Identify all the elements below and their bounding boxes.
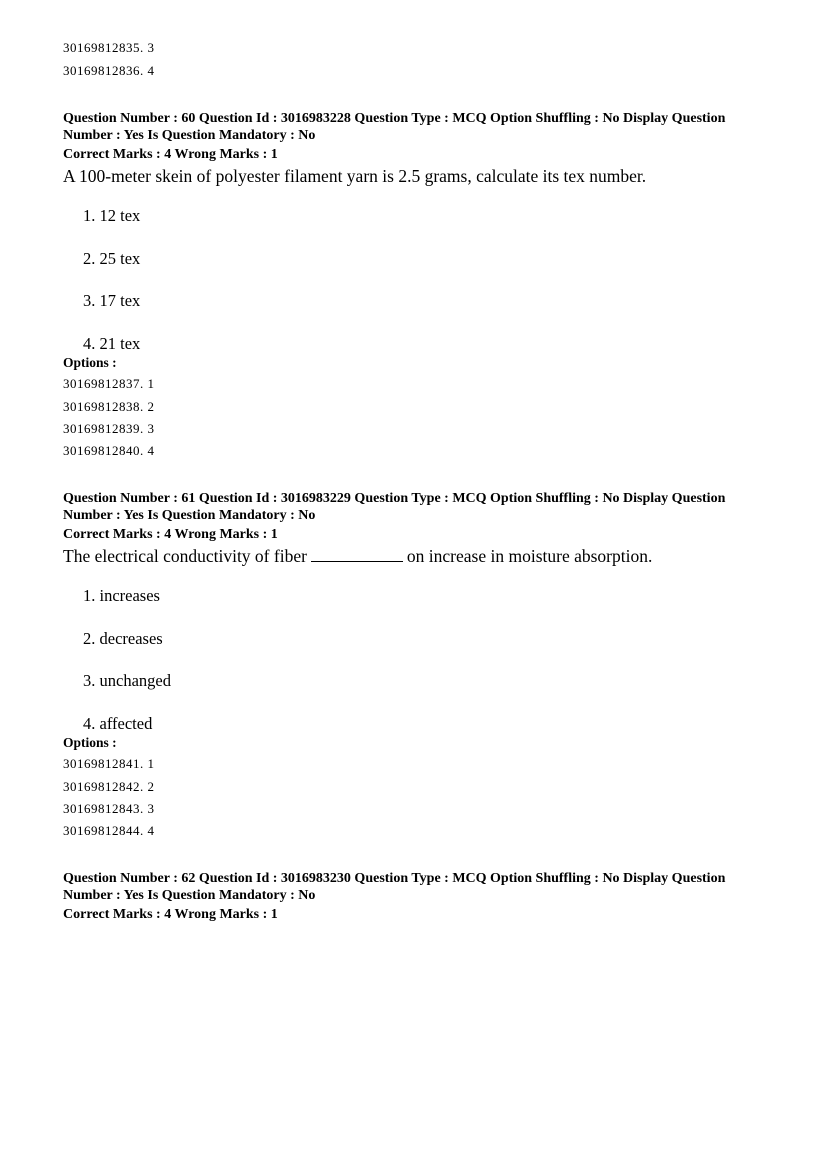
question-text-after: on increase in moisture absorption. xyxy=(406,546,653,566)
question-header: Question Number : 62 Question Id : 3016983230 Question Type : MCQ Option Shuffling : No Display Question Number : Yes Is Question Mandatory : No xyxy=(63,871,726,903)
answer-choice: 2. 25 tex xyxy=(83,249,141,268)
question-text xyxy=(63,546,652,567)
answer-choice: 3. unchanged xyxy=(83,671,171,690)
option-id: 30169812842. 2 xyxy=(63,779,155,794)
option-id: 30169812844. 4 xyxy=(63,823,155,838)
question-text-before: The electrical conductivity of fiber xyxy=(63,546,307,566)
answer-choice: 4. affected xyxy=(83,714,153,733)
question-marks: Correct Marks : 4 Wrong Marks : 1 xyxy=(63,147,278,162)
options-label: Options : xyxy=(63,735,117,750)
question-header: Question Number : 60 Question Id : 3016983228 Question Type : MCQ Option Shuffling : No Display Question Number : Yes Is Question Mandatory : No xyxy=(63,111,726,143)
option-id: 30169812840. 4 xyxy=(63,443,155,458)
option-id: 30169812843. 3 xyxy=(63,801,155,816)
option-id: 30169812841. 1 xyxy=(63,756,155,771)
question-text: A 100-meter skein of polyester filament yarn is 2.5 grams, calculate its tex number. xyxy=(63,166,647,186)
options-label: Options : xyxy=(63,355,117,370)
option-id: 30169812836. 4 xyxy=(63,63,155,78)
answer-choice: 3. 17 tex xyxy=(83,291,141,310)
answer-choice: 1. increases xyxy=(83,586,160,605)
answer-choice: 4. 21 tex xyxy=(83,334,141,353)
option-id: 30169812839. 3 xyxy=(63,421,155,436)
answer-choice: 2. decreases xyxy=(83,629,163,648)
question-marks: Correct Marks : 4 Wrong Marks : 1 xyxy=(63,907,278,922)
question-header: Question Number : 61 Question Id : 3016983229 Question Type : MCQ Option Shuffling : No Display Question Number : Yes Is Question Mandatory : No xyxy=(63,491,726,523)
option-id: 30169812835. 3 xyxy=(63,40,155,55)
option-id: 30169812837. 1 xyxy=(63,376,155,391)
question-marks: Correct Marks : 4 Wrong Marks : 1 xyxy=(63,527,278,542)
answer-choice: 1. 12 tex xyxy=(83,206,141,225)
fill-blank xyxy=(311,548,403,562)
option-id: 30169812838. 2 xyxy=(63,399,155,414)
